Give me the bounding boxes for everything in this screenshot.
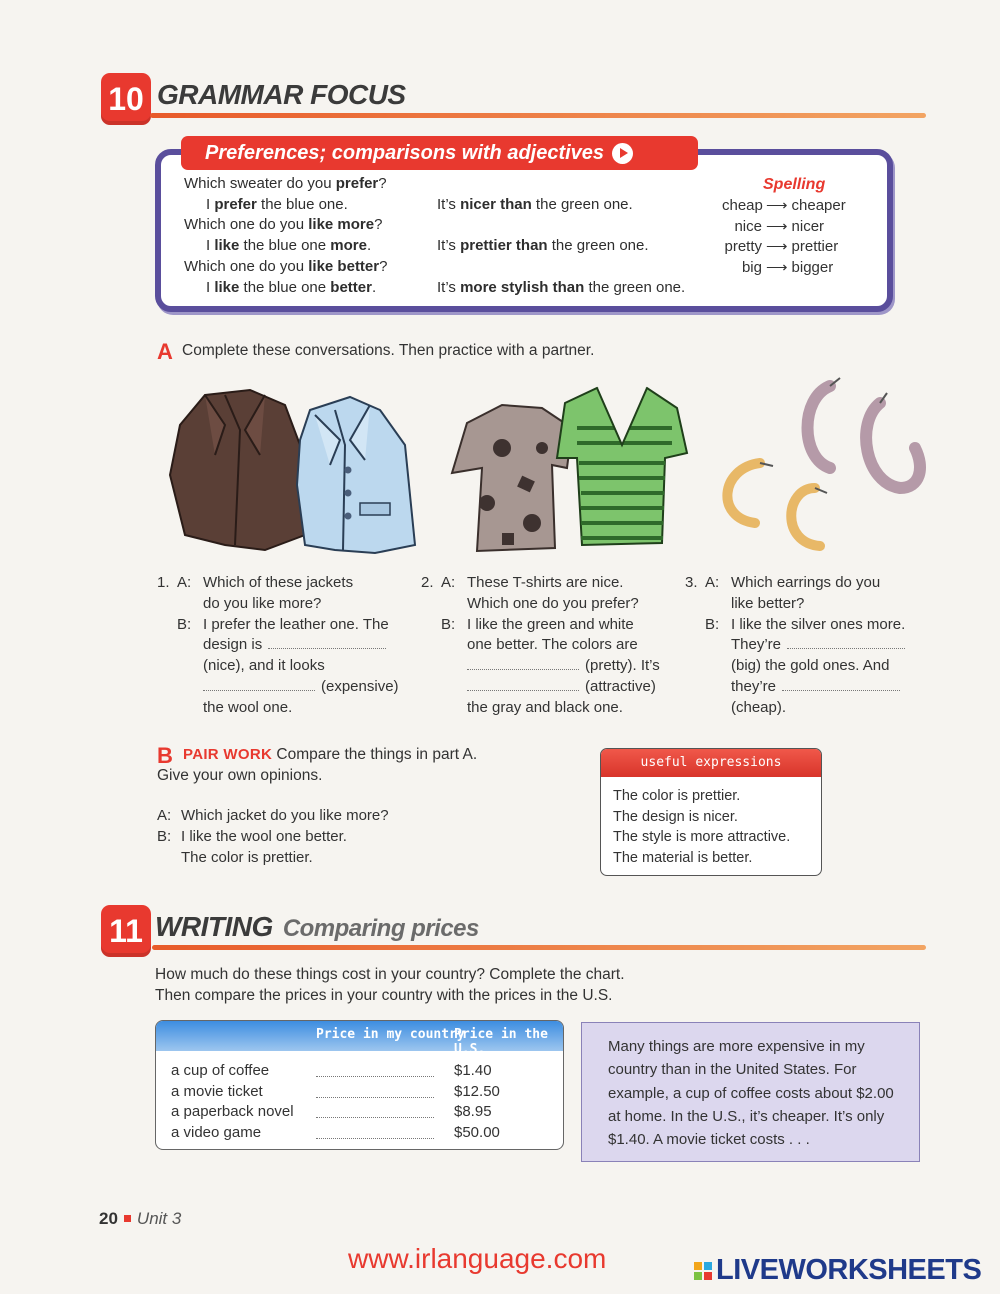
part-b-instruction-2: Give your own opinions. <box>157 767 323 784</box>
conversation-number: 1. <box>157 574 170 591</box>
section-divider <box>150 113 926 118</box>
spelling-from: big <box>741 259 762 277</box>
price-us: $8.95 <box>454 1103 492 1121</box>
spelling-row <box>722 196 846 214</box>
price-item: a movie ticket <box>171 1082 263 1100</box>
conversation-line <box>157 677 417 698</box>
line-text: They’re <box>731 636 782 654</box>
bold-text: better <box>330 279 372 296</box>
conversation-2 <box>421 573 681 719</box>
part-a-instruction: Complete these conversations. Then practice with a partner. <box>182 342 595 359</box>
dialogue-line <box>157 848 457 869</box>
useful-expressions-box <box>600 748 822 876</box>
conversation-line <box>685 594 925 615</box>
line-text: (pretty). It’s <box>585 657 660 675</box>
text: ? <box>378 175 387 192</box>
grammar-comparison-line <box>437 278 685 298</box>
unit-label: Unit 3 <box>136 1209 182 1228</box>
price-my-country-blank[interactable] <box>316 1126 434 1143</box>
spelling-to: prettier <box>791 238 839 256</box>
line-text: I prefer the leather one. The <box>203 615 389 633</box>
speaker-label: B: <box>157 827 172 845</box>
useful-expressions-title: useful expressions <box>601 749 821 777</box>
price-us: $50.00 <box>454 1124 500 1142</box>
line-text: Which jacket do you like more? <box>181 807 389 824</box>
conversation-line <box>685 573 925 594</box>
conversation-line <box>421 635 681 656</box>
conversation-line <box>157 594 417 615</box>
conversation-line <box>157 698 417 719</box>
earrings-illustration <box>715 378 930 553</box>
sample-paragraph: Many things are more expensive in my country than in the United States. For example, a cup of coffee costs about $2.00 at home. In the U.S., it’s cheaper. It’s only $1.40. A movie ticket costs . . . <box>581 1022 920 1162</box>
speaker-label: A: <box>441 574 456 591</box>
conversation-number: 2. <box>421 574 434 591</box>
liveworksheets-brand[interactable] <box>694 1254 981 1287</box>
text: Which sweater do you <box>184 175 336 192</box>
answer-blank[interactable] <box>203 678 315 691</box>
spelling-to: cheaper <box>791 197 846 214</box>
line-text: do you like more? <box>203 594 322 612</box>
line-text: Which of these jackets <box>203 574 354 591</box>
conversation-line <box>421 615 681 636</box>
text: ? <box>379 258 388 275</box>
price-item: a video game <box>171 1124 262 1142</box>
spelling-to: bigger <box>791 259 834 277</box>
answer-blank[interactable] <box>316 1126 434 1139</box>
text: . <box>371 279 377 296</box>
page-footer <box>99 1209 181 1229</box>
useful-expression: The color is prettier. <box>613 788 741 804</box>
bold-text: nicer than <box>460 196 532 213</box>
answer-blank[interactable] <box>316 1085 434 1098</box>
text: I <box>206 196 215 213</box>
price-my-country-blank[interactable] <box>316 1064 434 1081</box>
price-chart-header <box>156 1021 563 1057</box>
text: It’s <box>437 196 461 213</box>
section-title-writing <box>155 911 479 943</box>
line-text: I like the silver ones more. <box>731 615 906 633</box>
dialogue-line <box>157 827 457 848</box>
bold-text: like <box>214 279 240 296</box>
spelling-from: cheap <box>722 197 763 214</box>
grammar-comparison-line <box>437 236 649 256</box>
section-number-11: 11 <box>101 905 151 957</box>
section-title-grammar-focus: GRAMMAR FOCUS <box>157 79 406 110</box>
useful-expression: The style is more attractive. <box>613 829 791 845</box>
speaker-label: A: <box>157 807 172 824</box>
footer-square-icon <box>124 1215 131 1222</box>
text: . <box>366 237 372 254</box>
conversation-line <box>685 635 925 656</box>
conversation-number: 3. <box>685 574 698 591</box>
conversation-line <box>157 573 417 594</box>
conversation-line <box>157 615 417 636</box>
price-item: a paperback novel <box>171 1103 294 1121</box>
text: It’s <box>437 237 461 254</box>
section-number-10: 10 <box>101 73 151 125</box>
answer-blank[interactable] <box>268 636 386 649</box>
watermark-url[interactable]: www.irlanguage.com <box>348 1243 607 1274</box>
bold-text: prefer <box>214 196 257 213</box>
grammar-comparison-line <box>437 195 633 215</box>
price-item: a cup of coffee <box>171 1062 270 1079</box>
arrow-icon: ⟶ <box>766 217 788 235</box>
line-text: (nice), and it looks <box>203 657 325 675</box>
conversation-line <box>685 656 925 677</box>
text: I <box>206 279 215 296</box>
text: the green one. <box>531 196 633 213</box>
grammar-question-line <box>184 174 387 194</box>
spelling-row <box>722 258 833 276</box>
conversation-line <box>685 615 925 636</box>
text: Which one do you <box>184 216 309 233</box>
line-text: the gray and black one. <box>467 698 623 716</box>
line-text: they’re <box>731 677 777 695</box>
arrow-icon: ⟶ <box>766 197 788 214</box>
text: Which one do you <box>184 258 309 275</box>
liveworksheets-text: LIVEWORKSHEETS <box>716 1254 982 1286</box>
line-text: (attractive) <box>585 677 656 695</box>
line-text: design is <box>203 636 263 654</box>
line-text: like better? <box>731 594 805 612</box>
part-b-heading <box>183 746 477 764</box>
answer-blank[interactable] <box>316 1105 434 1118</box>
useful-expression: The design is nicer. <box>613 808 738 825</box>
grammar-question-line <box>206 278 376 298</box>
grammar-question-line <box>206 236 371 256</box>
grammar-question-line <box>206 195 348 215</box>
price-my-country-blank[interactable] <box>316 1085 434 1102</box>
spelling-title: Spelling <box>763 176 826 193</box>
text: the blue one <box>239 237 331 254</box>
answer-blank[interactable] <box>467 678 579 691</box>
spelling-to: nicer <box>791 217 825 235</box>
useful-expressions-list <box>601 777 821 876</box>
conversation-line <box>157 656 417 677</box>
line-text: These T-shirts are nice. <box>467 574 624 591</box>
speaker-label: A: <box>705 574 720 591</box>
spelling-from: pretty <box>724 238 762 256</box>
price-chart <box>155 1020 564 1150</box>
bold-text: like <box>214 237 240 254</box>
writing-instruction-1: How much do these things cost in your country? Complete the chart. <box>155 966 625 983</box>
conversation-line <box>685 698 925 719</box>
bold-text: prefer <box>335 175 379 192</box>
text: I <box>206 237 215 254</box>
conversation-1 <box>157 573 417 719</box>
speaker-label: A: <box>177 574 192 591</box>
conversation-line <box>685 677 925 698</box>
writing-subtitle: Comparing prices <box>282 915 479 942</box>
conversation-line <box>421 677 681 698</box>
line-text: Which one do you prefer? <box>467 594 639 612</box>
conversation-line <box>421 698 681 719</box>
text: the green one. <box>547 237 649 254</box>
useful-expression: The material is better. <box>613 849 753 866</box>
bold-text: more <box>330 237 367 254</box>
writing-instruction-2: Then compare the prices in your country with the prices in the U.S. <box>155 987 613 1004</box>
page-number: 20 <box>99 1209 118 1228</box>
text: It’s <box>437 279 461 296</box>
bold-text: like more <box>308 216 375 233</box>
spelling-row <box>722 237 838 255</box>
bold-text: like better <box>308 258 380 275</box>
text: the blue one. <box>256 196 348 213</box>
bold-text: prettier than <box>460 237 548 254</box>
line-text: (big) the gold ones. And <box>731 657 890 675</box>
tshirts-illustration <box>447 383 687 553</box>
answer-blank[interactable] <box>782 678 900 691</box>
part-b-instruction-1: Compare the things in part A. <box>276 746 478 763</box>
conversation-line <box>157 635 417 656</box>
price-my-country-blank[interactable] <box>316 1105 434 1122</box>
text: ? <box>374 216 383 233</box>
price-us: $1.40 <box>454 1062 492 1079</box>
speaker-label: B: <box>177 615 192 633</box>
line-text: I like the wool one better. <box>181 827 347 845</box>
line-text: the wool one. <box>203 698 293 716</box>
play-audio-icon[interactable] <box>612 143 633 164</box>
answer-blank[interactable] <box>467 657 579 670</box>
section-divider-11 <box>152 945 926 950</box>
header-my-country: Price in my country <box>316 1027 465 1042</box>
dialogue-line <box>157 806 457 827</box>
conversation-line <box>421 573 681 594</box>
bold-text: more stylish than <box>460 279 585 296</box>
header-us: Price in the U.S. <box>454 1027 548 1057</box>
text: the blue one <box>239 279 331 296</box>
grammar-box-title <box>181 136 698 170</box>
part-b-dialogue <box>157 806 457 868</box>
part-b-letter: B <box>157 743 173 768</box>
speaker-label: B: <box>441 615 456 633</box>
answer-blank[interactable] <box>787 636 905 649</box>
line-text: The color is prettier. <box>181 848 313 866</box>
spelling-from: nice <box>734 217 762 235</box>
answer-blank[interactable] <box>316 1064 434 1077</box>
conversation-line <box>421 656 681 677</box>
line-text: (expensive) <box>321 677 399 695</box>
jackets-illustration <box>165 385 425 555</box>
arrow-icon: ⟶ <box>766 238 788 256</box>
arrow-icon: ⟶ <box>766 259 788 277</box>
pair-work-label: PAIR WORK <box>183 746 273 763</box>
liveworksheets-logo-icon <box>694 1262 712 1280</box>
grammar-question-line <box>184 257 387 277</box>
line-text: (cheap). <box>731 698 787 716</box>
part-a-letter: A <box>157 339 173 364</box>
conversation-3 <box>685 573 925 719</box>
grammar-question-line <box>184 215 382 235</box>
conversation-line <box>421 594 681 615</box>
line-text: one better. The colors are <box>467 636 638 654</box>
speaker-label: B: <box>705 615 720 633</box>
grammar-box-title-text: Preferences; comparisons with adjectives <box>205 141 605 164</box>
writing-title: WRITING <box>155 911 273 942</box>
spelling-row <box>722 217 824 235</box>
price-us: $12.50 <box>454 1082 500 1100</box>
line-text: Which earrings do you <box>731 574 881 591</box>
line-text: I like the green and white <box>467 615 634 633</box>
text: the green one. <box>584 279 686 296</box>
